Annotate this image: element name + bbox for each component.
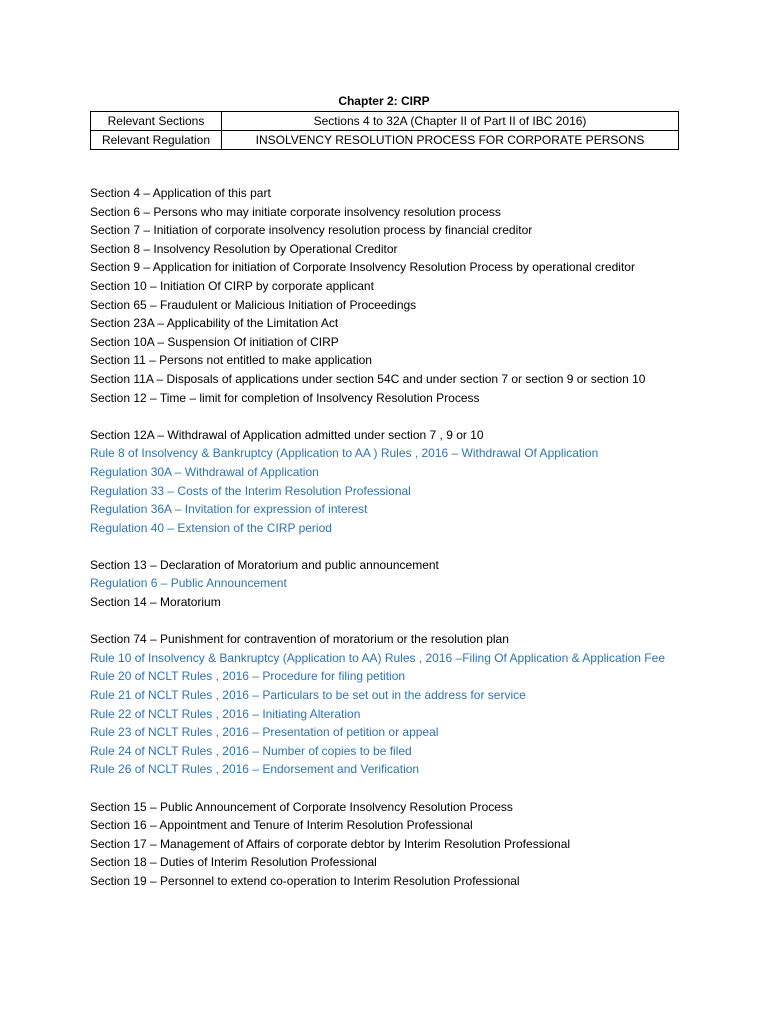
- section-reference-line: Section 13 – Declaration of Moratorium and public announcement: [90, 557, 439, 572]
- rule-reference-line: Regulation 6 – Public Announcement: [90, 576, 287, 591]
- table-cell-value: INSOLVENCY RESOLUTION PROCESS FOR CORPORATE PERSONS: [222, 131, 679, 150]
- section-reference-line: Section 18 – Duties of Interim Resolution Professional: [90, 855, 377, 870]
- section-reference-line: Section 23A – Applicability of the Limitation Act: [90, 316, 339, 331]
- section-reference-line: Section 14 – Moratorium: [90, 595, 221, 610]
- table-row: [91, 112, 679, 131]
- rule-reference-line: Rule 22 of NCLT Rules , 2016 – Initiating Alteration: [90, 706, 361, 721]
- section-reference-line: Section 12 – Time – limit for completion of Insolvency Resolution Process: [90, 390, 480, 405]
- table-cell-label: Relevant Regulation: [91, 131, 222, 150]
- rule-reference-line: Rule 23 of NCLT Rules , 2016 – Presentation of petition or appeal: [90, 725, 439, 740]
- section-reference-line: Section 10A – Suspension Of initiation of CIRP: [90, 334, 339, 349]
- table-cell-value: Sections 4 to 32A (Chapter II of Part II of IBC 2016): [222, 112, 679, 131]
- rule-reference-line: Rule 10 of Insolvency & Bankruptcy (Application to AA) Rules , 2016 –Filing Of Application & Application Fee: [90, 650, 665, 665]
- group-spacer: [90, 537, 690, 556]
- group-spacer: [90, 407, 690, 426]
- section-reference-line: Section 8 – Insolvency Resolution by Operational Creditor: [90, 241, 398, 256]
- chapter-title: Chapter 2: CIRP: [338, 94, 430, 108]
- section-reference-line: Section 9 – Application for initiation of Corporate Insolvency Resolution Process by operational creditor: [90, 260, 635, 275]
- rule-reference-line: Rule 20 of NCLT Rules , 2016 – Procedure for filing petition: [90, 669, 406, 684]
- rule-reference-line: Regulation 36A – Invitation for expression of interest: [90, 502, 368, 517]
- section-reference-line: Section 74 – Punishment for contravention of moratorium or the resolution plan: [90, 632, 509, 647]
- rule-reference-line: Regulation 33 – Costs of the Interim Resolution Professional: [90, 483, 411, 498]
- section-reference-line: Section 12A – Withdrawal of Application admitted under section 7 , 9 or 10: [90, 427, 484, 442]
- section-reference-line: Section 11 – Persons not entitled to make application: [90, 353, 372, 368]
- table-row: [91, 131, 679, 150]
- section-reference-line: Section 11A – Disposals of applications under section 54C and under section 7 or section 9 or section 10: [90, 371, 646, 386]
- section-list: [90, 184, 690, 891]
- section-reference-line: Section 16 – Appointment and Tenure of Interim Resolution Professional: [90, 818, 473, 833]
- section-reference-line: Section 19 – Personnel to extend co-operation to Interim Resolution Professional: [90, 873, 520, 888]
- group-spacer: [90, 779, 690, 798]
- section-reference-line: Section 6 – Persons who may initiate corporate insolvency resolution process: [90, 204, 501, 219]
- rule-reference-line: Rule 24 of NCLT Rules , 2016 – Number of copies to be filed: [90, 743, 412, 758]
- rule-reference-line: Rule 26 of NCLT Rules , 2016 – Endorsement and Verification: [90, 762, 420, 777]
- rule-reference-line: Regulation 30A – Withdrawal of Application: [90, 464, 319, 479]
- relevant-info-table: [90, 111, 679, 150]
- table-cell-label: Relevant Sections: [91, 112, 222, 131]
- section-reference-line: Section 10 – Initiation Of CIRP by corporate applicant: [90, 278, 374, 293]
- section-reference-line: Section 15 – Public Announcement of Corporate Insolvency Resolution Process: [90, 799, 513, 814]
- rule-reference-line: Regulation 40 – Extension of the CIRP period: [90, 520, 332, 535]
- section-reference-line: Section 17 – Management of Affairs of corporate debtor by Interim Resolution Professional: [90, 836, 571, 851]
- group-spacer: [90, 612, 690, 631]
- rule-reference-line: Rule 21 of NCLT Rules , 2016 – Particulars to be set out in the address for service: [90, 688, 526, 703]
- section-reference-line: Section 65 – Fraudulent or Malicious Initiation of Proceedings: [90, 297, 417, 312]
- rule-reference-line: Rule 8 of Insolvency & Bankruptcy (Application to AA ) Rules , 2016 – Withdrawal Of Application: [90, 446, 599, 461]
- section-reference-line: Section 7 – Initiation of corporate insolvency resolution process by financial creditor: [90, 223, 533, 238]
- section-reference-line: Section 4 – Application of this part: [90, 186, 271, 200]
